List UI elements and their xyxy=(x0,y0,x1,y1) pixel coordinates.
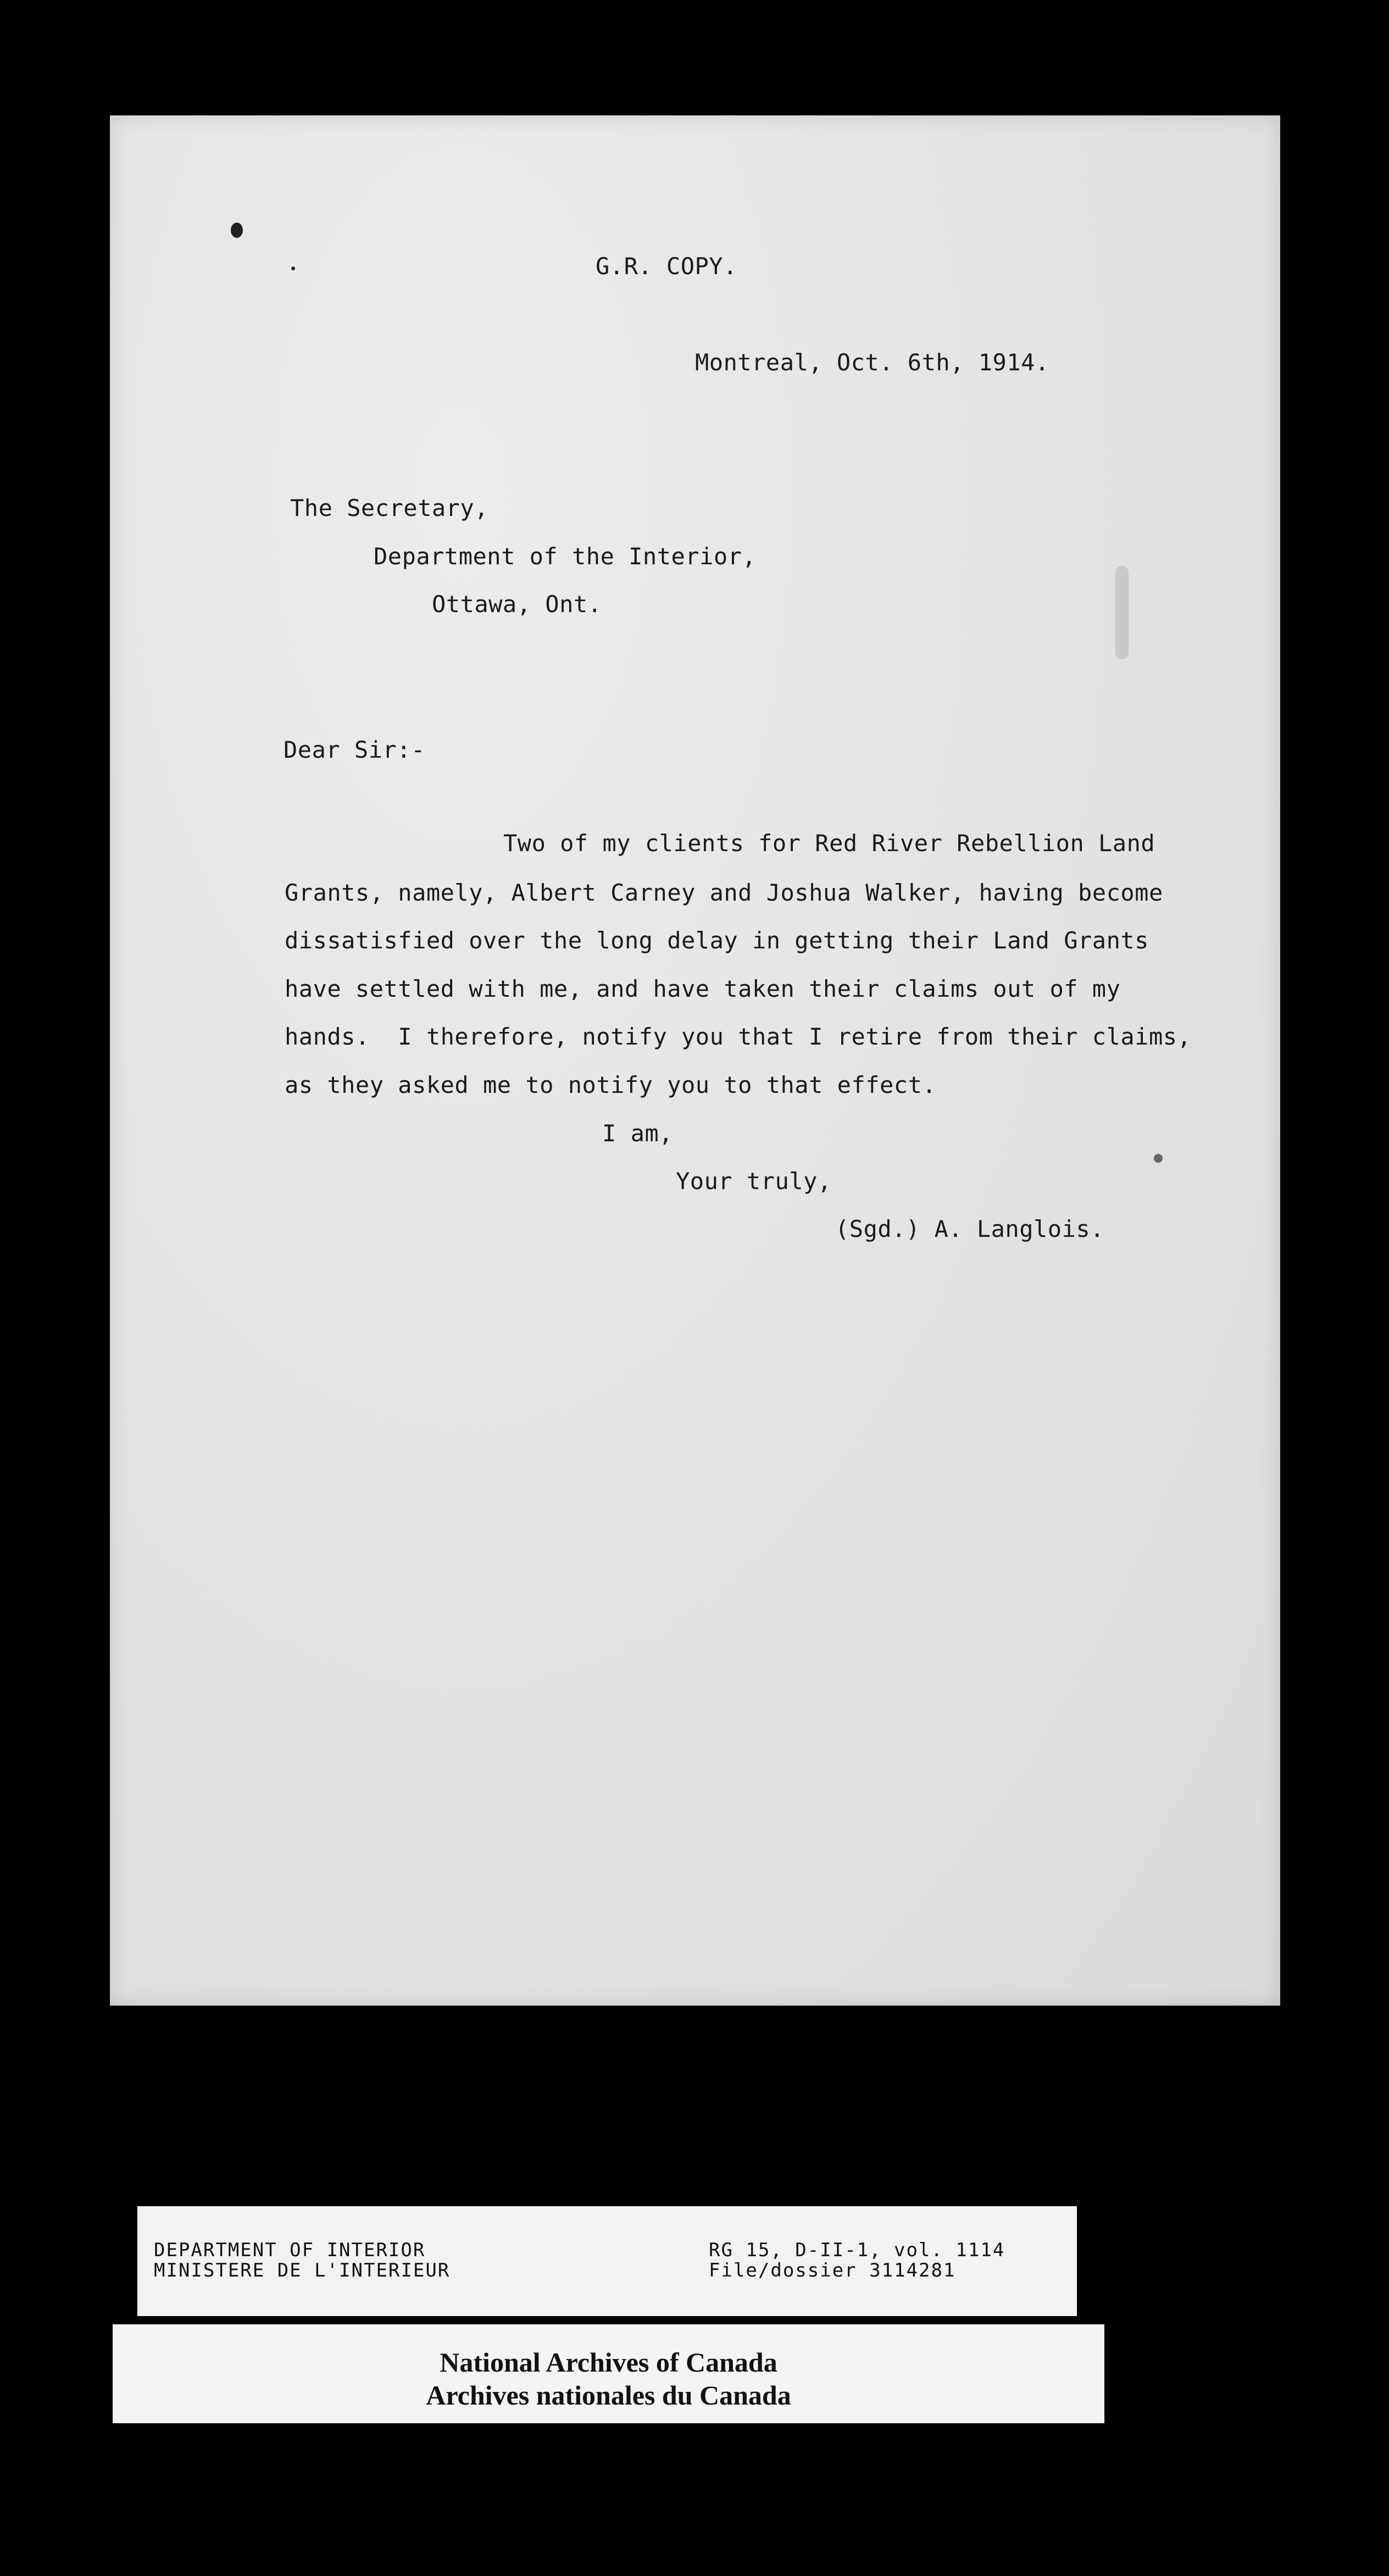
archive-name-french: Archives nationales du Canada xyxy=(426,2380,791,2411)
letter-page xyxy=(110,115,1280,2006)
archive-stamp xyxy=(113,2324,1104,2423)
ink-speck xyxy=(1154,1154,1163,1163)
body-line-6: as they asked me to notify you to that effect. xyxy=(285,1072,937,1098)
archive-name-english: National Archives of Canada xyxy=(440,2347,777,2378)
closing-line-1: I am, xyxy=(602,1120,673,1147)
body-line-2: Grants, namely, Albert Carney and Joshua Walker, having become xyxy=(285,879,1163,906)
paper-stain xyxy=(1115,566,1129,659)
dateline: Montreal, Oct. 6th, 1914. xyxy=(695,349,1049,376)
body-line-5: hands. I therefore, notify you that I retire from their claims, xyxy=(285,1023,1192,1050)
body-line-4: have settled with me, and have taken their claims out of my xyxy=(285,975,1121,1002)
signature: (Sgd.) A. Langlois. xyxy=(835,1215,1104,1242)
body-line-1: Two of my clients for Red River Rebellion Land xyxy=(503,830,1155,857)
department-french: MINISTERE DE L'INTERIEUR xyxy=(154,2259,451,2281)
recipient-line-2: Department of the Interior, xyxy=(374,543,757,570)
archive-reference: RG 15, D-II-1, vol. 1114 xyxy=(709,2239,1005,2261)
ink-speck xyxy=(231,223,243,238)
recipient-line-1: The Secretary, xyxy=(290,495,489,521)
body-line-3: dissatisfied over the long delay in getting their Land Grants xyxy=(285,927,1149,954)
ink-speck xyxy=(291,267,295,270)
salutation: Dear Sir:- xyxy=(284,736,425,763)
department-english: DEPARTMENT OF INTERIOR xyxy=(154,2239,426,2261)
document-heading: G.R. COPY. xyxy=(596,253,737,280)
closing-line-2: Your truly, xyxy=(676,1168,832,1195)
archive-reference-label xyxy=(137,2206,1077,2316)
recipient-line-3: Ottawa, Ont. xyxy=(432,591,602,618)
file-number: File/dossier 3114281 xyxy=(709,2259,956,2281)
